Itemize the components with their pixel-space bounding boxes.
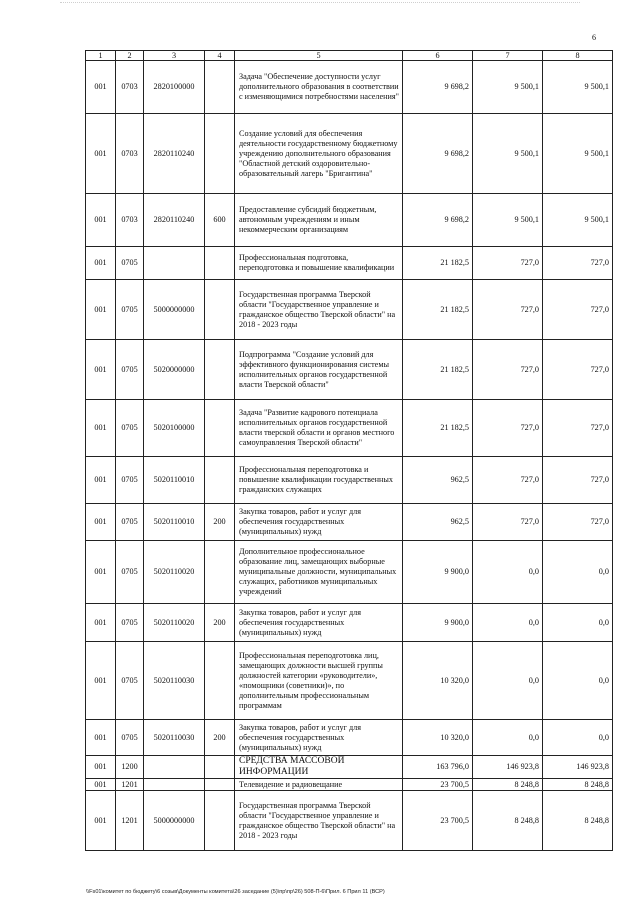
amount-year-1-cell: 21 182,5 xyxy=(403,247,473,280)
expense-type-cell xyxy=(205,791,235,851)
section-code-cell: 0703 xyxy=(116,194,144,247)
amount-year-3-cell: 146 923,8 xyxy=(543,756,613,779)
amount-year-3-cell: 0,0 xyxy=(543,642,613,720)
item-name-cell: Закупка товаров, работ и услуг для обеспечения государственных (муниципальных) нужд xyxy=(235,720,403,756)
section-code-cell: 1201 xyxy=(116,779,144,791)
amount-year-2-cell: 9 500,1 xyxy=(473,194,543,247)
amount-year-1-cell: 10 320,0 xyxy=(403,720,473,756)
item-name-cell: Государственная программа Тверской области "Государственное управление и гражданское общество Тверской области" на 2018 - 2023 годы xyxy=(235,280,403,340)
amount-year-3-cell: 0,0 xyxy=(543,541,613,604)
amount-year-3-cell: 727,0 xyxy=(543,400,613,457)
table-row xyxy=(86,114,613,194)
item-name-cell: Предоставление субсидий бюджетным, автономным учреждениям и иным некоммерческим организациям xyxy=(235,194,403,247)
item-name-cell: Задача "Обеспечение доступности услуг дополнительного образования в соответствии с изменяющимися потребностями населения" xyxy=(235,61,403,114)
amount-year-3-cell: 9 500,1 xyxy=(543,114,613,194)
amount-year-2-cell: 8 248,8 xyxy=(473,791,543,851)
header-cell: 4 xyxy=(205,51,235,61)
table-row xyxy=(86,756,613,779)
section-code-cell: 1200 xyxy=(116,756,144,779)
file-path-footer: \\Fs01\комитет по бюджету\6 созыв\Документы комитета\26 заседание (5)\пр\пр\26) 508-П-6\Прил. 6 Прил 11 (ВСР) xyxy=(86,889,385,895)
amount-year-3-cell: 8 248,8 xyxy=(543,791,613,851)
target-article-cell: 2820110240 xyxy=(144,194,205,247)
section-code-cell: 0705 xyxy=(116,504,144,541)
amount-year-2-cell: 727,0 xyxy=(473,340,543,400)
target-article-cell xyxy=(144,756,205,779)
section-code-cell: 0705 xyxy=(116,541,144,604)
code-ch-cell: 001 xyxy=(86,457,116,504)
target-article-cell: 5020110030 xyxy=(144,642,205,720)
table-row xyxy=(86,504,613,541)
amount-year-3-cell: 0,0 xyxy=(543,604,613,642)
item-name-cell: Задача "Развитие кадрового потенциала исполнительных органов государственной власти тверской области и органов местного самоуправления Тверской области" xyxy=(235,400,403,457)
section-code-cell: 0703 xyxy=(116,114,144,194)
amount-year-2-cell: 0,0 xyxy=(473,604,543,642)
table-row xyxy=(86,541,613,604)
amount-year-1-cell: 10 320,0 xyxy=(403,642,473,720)
amount-year-3-cell: 727,0 xyxy=(543,247,613,280)
table-row xyxy=(86,791,613,851)
target-article-cell: 5020110030 xyxy=(144,720,205,756)
amount-year-1-cell: 21 182,5 xyxy=(403,340,473,400)
item-name-cell: Подпрограмма "Создание условий для эффективного функционирования системы исполнительных органов государственной власти Тверской области" xyxy=(235,340,403,400)
code-ch-cell: 001 xyxy=(86,114,116,194)
item-name-cell: СРЕДСТВА МАССОВОЙ ИНФОРМАЦИИ xyxy=(235,756,403,779)
section-code-cell: 1201 xyxy=(116,791,144,851)
section-code-cell: 0703 xyxy=(116,61,144,114)
amount-year-1-cell: 9 900,0 xyxy=(403,541,473,604)
target-article-cell: 5020000000 xyxy=(144,340,205,400)
budget-table xyxy=(85,50,613,851)
code-ch-cell: 001 xyxy=(86,247,116,280)
expense-type-cell xyxy=(205,779,235,791)
expense-type-cell xyxy=(205,756,235,779)
expense-type-cell: 200 xyxy=(205,604,235,642)
page-number: 6 xyxy=(592,33,596,42)
table-row xyxy=(86,779,613,791)
target-article-cell: 5000000000 xyxy=(144,280,205,340)
code-ch-cell: 001 xyxy=(86,541,116,604)
amount-year-1-cell: 23 700,5 xyxy=(403,791,473,851)
code-ch-cell: 001 xyxy=(86,340,116,400)
target-article-cell: 5020110020 xyxy=(144,541,205,604)
code-ch-cell: 001 xyxy=(86,280,116,340)
amount-year-2-cell: 727,0 xyxy=(473,247,543,280)
section-code-cell: 0705 xyxy=(116,247,144,280)
amount-year-2-cell: 9 500,1 xyxy=(473,114,543,194)
code-ch-cell: 001 xyxy=(86,642,116,720)
amount-year-3-cell: 727,0 xyxy=(543,280,613,340)
code-ch-cell: 001 xyxy=(86,400,116,457)
target-article-cell: 2820110240 xyxy=(144,114,205,194)
section-code-cell: 0705 xyxy=(116,720,144,756)
item-name-cell: Дополнительное профессиональное образование лиц, замещающих выборные муниципальные должности, муниципальных служащих, работников муниципальных учреждений xyxy=(235,541,403,604)
expense-type-cell: 200 xyxy=(205,720,235,756)
amount-year-1-cell: 962,5 xyxy=(403,457,473,504)
code-ch-cell: 001 xyxy=(86,720,116,756)
section-code-cell: 0705 xyxy=(116,400,144,457)
item-name-cell: Телевидение и радиовещание xyxy=(235,779,403,791)
header-cell: 6 xyxy=(403,51,473,61)
expense-type-cell xyxy=(205,400,235,457)
amount-year-3-cell: 9 500,1 xyxy=(543,194,613,247)
section-code-cell: 0705 xyxy=(116,642,144,720)
amount-year-1-cell: 9 698,2 xyxy=(403,114,473,194)
target-article-cell xyxy=(144,779,205,791)
amount-year-2-cell: 727,0 xyxy=(473,280,543,340)
amount-year-3-cell: 8 248,8 xyxy=(543,779,613,791)
amount-year-2-cell: 8 248,8 xyxy=(473,779,543,791)
amount-year-1-cell: 9 900,0 xyxy=(403,604,473,642)
amount-year-2-cell: 0,0 xyxy=(473,642,543,720)
amount-year-2-cell: 9 500,1 xyxy=(473,61,543,114)
amount-year-1-cell: 21 182,5 xyxy=(403,280,473,340)
amount-year-1-cell: 9 698,2 xyxy=(403,61,473,114)
item-name-cell: Профессиональная подготовка, переподготовка и повышение квалификации xyxy=(235,247,403,280)
target-article-cell: 5020110010 xyxy=(144,504,205,541)
section-code-cell: 0705 xyxy=(116,457,144,504)
header-cell: 5 xyxy=(235,51,403,61)
code-ch-cell: 001 xyxy=(86,779,116,791)
code-ch-cell: 001 xyxy=(86,791,116,851)
amount-year-1-cell: 23 700,5 xyxy=(403,779,473,791)
header-cell: 8 xyxy=(543,51,613,61)
amount-year-1-cell: 9 698,2 xyxy=(403,194,473,247)
expense-type-cell xyxy=(205,642,235,720)
amount-year-3-cell: 0,0 xyxy=(543,720,613,756)
amount-year-2-cell: 727,0 xyxy=(473,504,543,541)
item-name-cell: Создание условий для обеспечения деятельности государственному бюджетному учреждению дополнительного образования "Областной детский оздоровительно-образовательный лагерь "Бригантина" xyxy=(235,114,403,194)
code-ch-cell: 001 xyxy=(86,61,116,114)
amount-year-1-cell: 21 182,5 xyxy=(403,400,473,457)
amount-year-2-cell: 727,0 xyxy=(473,457,543,504)
amount-year-3-cell: 727,0 xyxy=(543,504,613,541)
table-row xyxy=(86,61,613,114)
expense-type-cell xyxy=(205,457,235,504)
expense-type-cell xyxy=(205,247,235,280)
scan-top-edge xyxy=(60,2,580,4)
table-row xyxy=(86,457,613,504)
table-row xyxy=(86,642,613,720)
table-row xyxy=(86,604,613,642)
amount-year-2-cell: 146 923,8 xyxy=(473,756,543,779)
table-row xyxy=(86,194,613,247)
item-name-cell: Государственная программа Тверской области "Государственное управление и гражданское общество Тверской области" на 2018 - 2023 годы xyxy=(235,791,403,851)
expense-type-cell: 200 xyxy=(205,504,235,541)
expense-type-cell: 600 xyxy=(205,194,235,247)
header-cell: 7 xyxy=(473,51,543,61)
section-code-cell: 0705 xyxy=(116,604,144,642)
table-row xyxy=(86,400,613,457)
expense-type-cell xyxy=(205,541,235,604)
item-name-cell: Закупка товаров, работ и услуг для обеспечения государственных (муниципальных) нужд xyxy=(235,604,403,642)
target-article-cell: 5020110020 xyxy=(144,604,205,642)
code-ch-cell: 001 xyxy=(86,504,116,541)
expense-type-cell xyxy=(205,114,235,194)
table-header-row xyxy=(86,51,613,61)
amount-year-1-cell: 163 796,0 xyxy=(403,756,473,779)
target-article-cell: 2820100000 xyxy=(144,61,205,114)
table-row xyxy=(86,247,613,280)
expense-type-cell xyxy=(205,61,235,114)
section-code-cell: 0705 xyxy=(116,340,144,400)
expense-type-cell xyxy=(205,340,235,400)
target-article-cell: 5020110010 xyxy=(144,457,205,504)
code-ch-cell: 001 xyxy=(86,756,116,779)
table-row xyxy=(86,720,613,756)
table-row xyxy=(86,340,613,400)
amount-year-3-cell: 9 500,1 xyxy=(543,61,613,114)
expense-type-cell xyxy=(205,280,235,340)
amount-year-3-cell: 727,0 xyxy=(543,457,613,504)
code-ch-cell: 001 xyxy=(86,604,116,642)
target-article-cell: 5000000000 xyxy=(144,791,205,851)
code-ch-cell: 001 xyxy=(86,194,116,247)
header-cell: 3 xyxy=(144,51,205,61)
item-name-cell: Профессиональная переподготовка и повышение квалификации государственных гражданских служащих xyxy=(235,457,403,504)
amount-year-2-cell: 727,0 xyxy=(473,400,543,457)
target-article-cell xyxy=(144,247,205,280)
header-cell: 1 xyxy=(86,51,116,61)
table-row xyxy=(86,280,613,340)
item-name-cell: Профессиональная переподготовка лиц, замещающих должности высшей группы должностей категории «руководители», «помощники (советники)», по дополнительным профессиональным программам xyxy=(235,642,403,720)
amount-year-1-cell: 962,5 xyxy=(403,504,473,541)
section-code-cell: 0705 xyxy=(116,280,144,340)
target-article-cell: 5020100000 xyxy=(144,400,205,457)
item-name-cell: Закупка товаров, работ и услуг для обеспечения государственных (муниципальных) нужд xyxy=(235,504,403,541)
header-cell: 2 xyxy=(116,51,144,61)
amount-year-2-cell: 0,0 xyxy=(473,541,543,604)
amount-year-2-cell: 0,0 xyxy=(473,720,543,756)
amount-year-3-cell: 727,0 xyxy=(543,340,613,400)
